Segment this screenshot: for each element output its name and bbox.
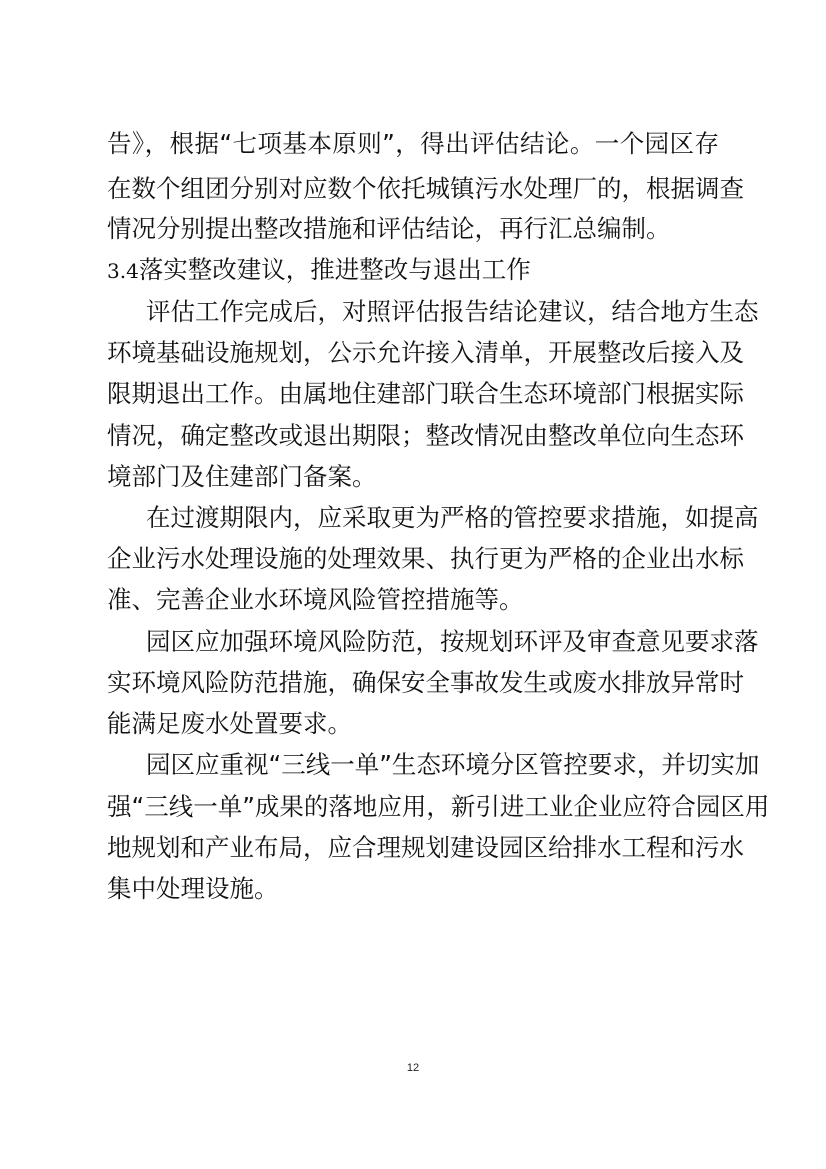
- paragraph-5-line-4: 集中处理设施。: [107, 874, 279, 903]
- paragraph-2-line-3: 限期退出工作。由属地住建部门联合生态环境部门根据实际: [107, 379, 744, 408]
- section-title: 落实整改建议，推进整改与退出工作: [138, 255, 531, 284]
- paragraph-2-line-5: 境部门及住建部门备案。: [107, 462, 377, 491]
- section-number: 3.4: [107, 259, 139, 283]
- paragraph-5-line-1: 园区应重视“三线一单”生态环境分区管控要求，并切实加: [146, 750, 760, 779]
- paragraph-5-line-2: 强“三线一单”成果的落地应用，新引进工业企业应符合园区用: [107, 792, 770, 821]
- paragraph-3-line-3: 准、完善企业水环境风险管控措施等。: [107, 585, 524, 614]
- paragraph-4-line-3: 能满足废水处置要求。: [107, 709, 352, 738]
- paragraph-2-line-2: 环境基础设施规划，公示允许接入清单，开展整改后接入及: [107, 338, 744, 367]
- paragraph-4-line-1: 园区应加强环境风险防范，按规划环评及审查意见要求落: [146, 627, 759, 656]
- paragraph-3-line-1: 在过渡期限内，应采取更为严格的管控要求措施，如提高: [146, 503, 759, 532]
- paragraph-5-line-3: 地规划和产业布局，应合理规划建设园区给排水工程和污水: [107, 833, 744, 862]
- paragraph-3-line-2: 企业污水处理设施的处理效果、执行更为严格的企业出水标: [107, 544, 744, 573]
- page-number: 12: [406, 1062, 420, 1074]
- paragraph-4-line-2: 实环境风险防范措施，确保安全事故发生或废水排放异常时: [107, 668, 744, 697]
- paragraph-2-line-1: 评估工作完成后，对照评估报告结论建议，结合地方生态: [146, 297, 759, 326]
- paragraph-2-line-4: 情况，确定整改或退出期限；整改情况由整改单位向生态环: [107, 421, 744, 450]
- paragraph-1-line-2: 在数个组团分别对应数个依托城镇污水处理厂的，根据调查: [107, 174, 744, 203]
- section-heading: [107, 252, 531, 289]
- paragraph-1-line-3: 情况分别提出整改措施和评估结论，再行汇总编制。: [107, 214, 671, 243]
- paragraph-1-line-1: 告》，根据“七项基本原则”，得出评估结论。一个园区存: [107, 129, 719, 158]
